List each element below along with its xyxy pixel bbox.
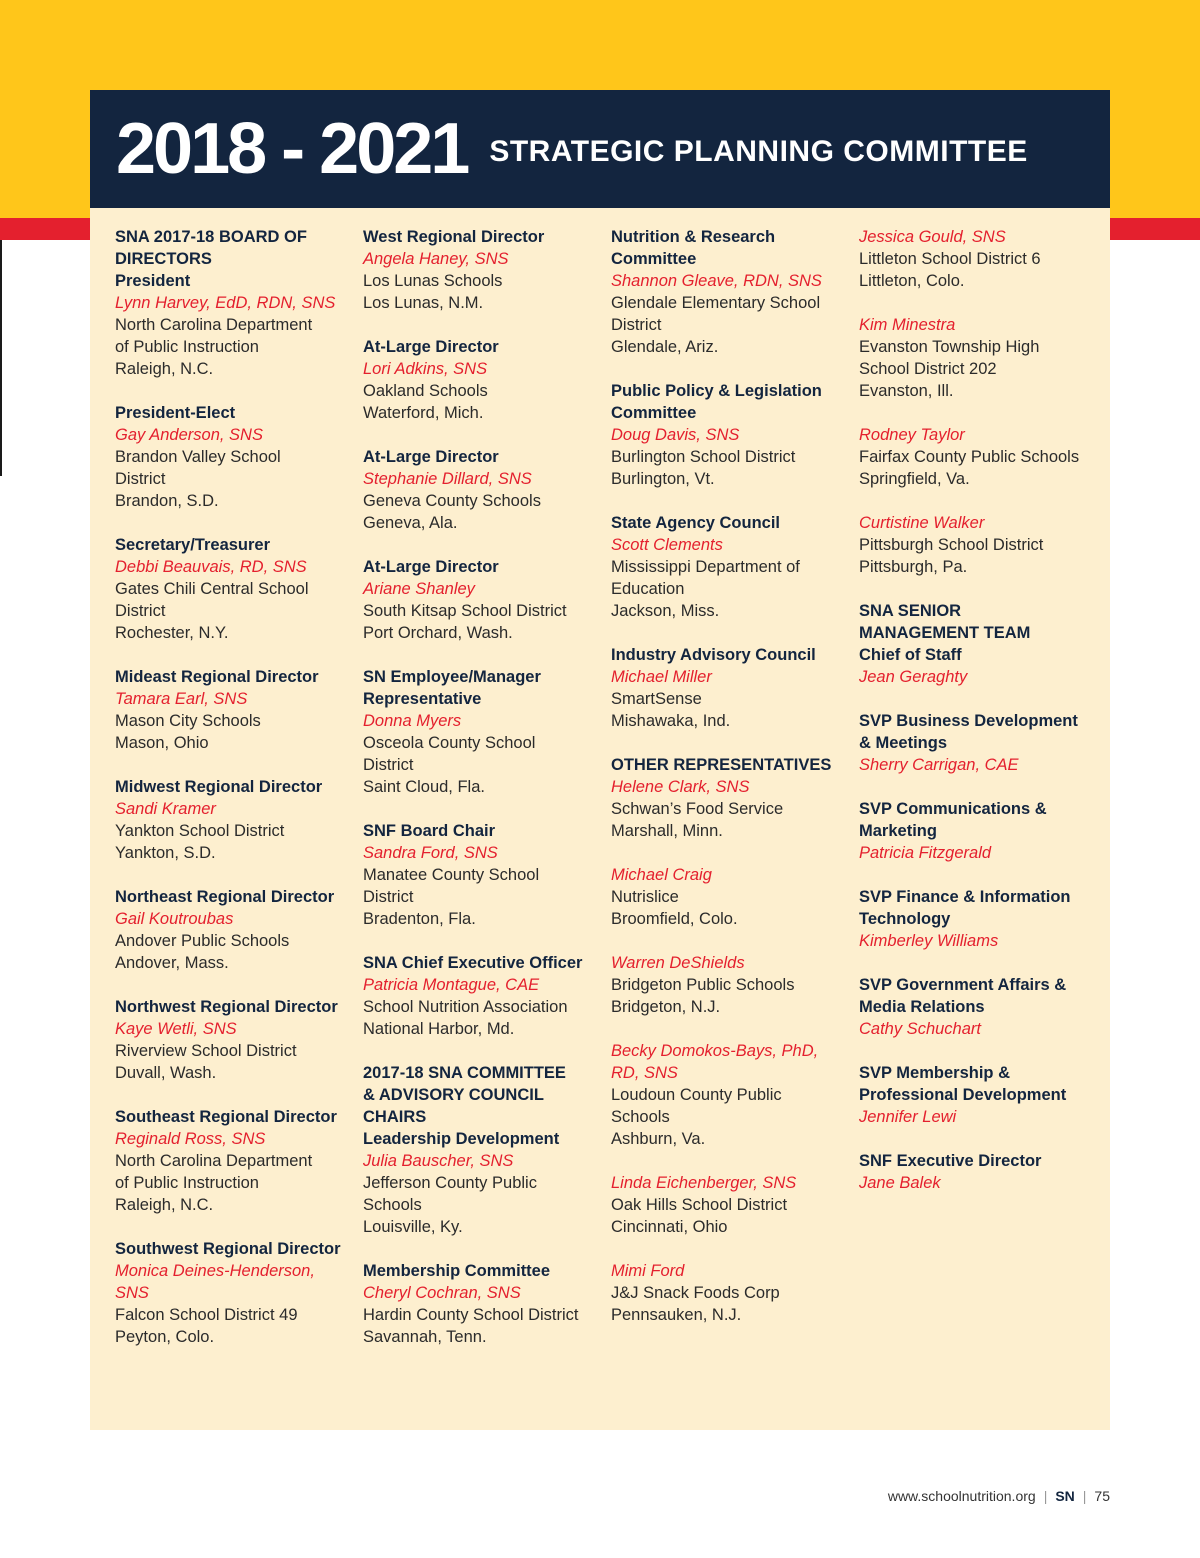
committee-heading: SNF Executive Director [859,1152,1042,1170]
member-detail: J&J Snack Foods Corp [611,1284,780,1302]
committee-heading: Representative [363,690,482,708]
committee-heading: At-Large Director [363,338,499,356]
member-name: Jane Balek [859,1174,941,1192]
member-detail: Hardin County School District [363,1306,579,1324]
member-detail: Rochester, N.Y. [115,624,229,642]
member-name: Rodney Taylor [859,426,965,444]
roster-entry [115,666,345,754]
roster-entry [363,226,593,314]
member-name: Lori Adkins, SNS [363,360,488,378]
committee-heading: SVP Finance & Information [859,888,1071,906]
member-name: Patricia Fitzgerald [859,844,992,862]
footer-separator: | [1082,1488,1087,1504]
member-detail: Littleton, Colo. [859,272,965,290]
roster-entry [115,776,345,864]
committee-heading: Southwest Regional Director [115,1240,341,1258]
committee-heading: Mideast Regional Director [115,668,319,686]
member-name: Ariane Shanley [363,580,475,598]
roster-entry [611,644,841,732]
member-detail: Louisville, Ky. [363,1218,463,1236]
page-header [90,90,1110,208]
member-name: Kim Minestra [859,316,956,334]
member-detail: Fairfax County Public Schools [859,448,1080,466]
member-name: Lynn Harvey, EdD, RDN, SNS [115,294,336,312]
column-3 [611,226,841,1348]
committee-heading: Leadership Development [363,1130,560,1148]
roster-entry [859,314,1089,402]
committee-heading: At-Large Director [363,558,499,576]
member-detail: Mason City Schools [115,712,261,730]
committee-heading: SVP Government Affairs & [859,976,1067,994]
member-detail: Saint Cloud, Fla. [363,778,485,796]
member-detail: Broomfield, Colo. [611,910,738,928]
member-detail: Waterford, Mich. [363,404,484,422]
roster-entry [363,446,593,534]
member-detail: Burlington, Vt. [611,470,715,488]
member-detail: Yankton School District [115,822,285,840]
column-4 [859,226,1089,1216]
member-name: Becky Domokos-Bays, PhD, [611,1042,819,1060]
member-detail: Raleigh, N.C. [115,360,214,378]
member-detail: Riverview School District [115,1042,297,1060]
committee-heading: Industry Advisory Council [611,646,816,664]
member-detail: Cincinnati, Ohio [611,1218,728,1236]
member-name: Cheryl Cochran, SNS [363,1284,521,1302]
committee-heading: SVP Membership & [859,1064,1010,1082]
roster-entry [611,754,841,842]
member-name: Debbi Beauvais, RD, SNS [115,558,307,576]
member-name: Donna Myers [363,712,462,730]
committee-heading: Technology [859,910,951,928]
committee-heading: President-Elect [115,404,236,422]
column-2 [363,226,593,1370]
member-detail: District [363,756,414,774]
member-detail: Mishawaka, Ind. [611,712,731,730]
member-detail: Glendale, Ariz. [611,338,719,356]
roster-entry [363,1260,593,1348]
committee-heading: SNA SENIOR [859,602,962,620]
member-detail: Duvall, Wash. [115,1064,217,1082]
footer-magazine: SN [1055,1488,1075,1504]
member-detail: Loudoun County Public [611,1086,782,1104]
committee-heading: & Meetings [859,734,948,752]
member-detail: Manatee County School [363,866,540,884]
member-detail: Springfield, Va. [859,470,970,488]
member-detail: Falcon School District 49 [115,1306,298,1324]
member-detail: Los Lunas Schools [363,272,503,290]
member-detail: Schools [363,1196,422,1214]
member-detail: Yankton, S.D. [115,844,216,862]
member-detail: Schwan’s Food Service [611,800,784,818]
member-detail: Los Lunas, N.M. [363,294,484,312]
member-detail: Jackson, Miss. [611,602,720,620]
member-detail: Glendale Elementary School [611,294,821,312]
member-detail: Nutrislice [611,888,679,906]
member-detail: Mason, Ohio [115,734,209,752]
column-1 [115,226,345,1370]
roster-entry [859,600,1089,688]
roster-entry [115,402,345,512]
roster-entry [859,886,1089,952]
roster-entry [115,1106,345,1216]
committee-heading: West Regional Director [363,228,545,246]
member-detail: Savannah, Tenn. [363,1328,487,1346]
committee-heading: SVP Business Development [859,712,1078,730]
member-detail: Andover, Mass. [115,954,229,972]
committee-heading: SVP Communications & [859,800,1047,818]
roster-entry [859,1062,1089,1128]
committee-heading: Media Relations [859,998,985,1016]
committee-heading: Southeast Regional Director [115,1108,337,1126]
roster-entry [115,534,345,644]
member-detail: Pennsauken, N.J. [611,1306,742,1324]
member-detail: Littleton School District 6 [859,250,1041,268]
member-name: RD, SNS [611,1064,678,1082]
roster-entry [859,710,1089,776]
roster-entry [363,1062,593,1238]
member-detail: Ashburn, Va. [611,1130,706,1148]
committee-heading: Northeast Regional Director [115,888,335,906]
member-name: Doug Davis, SNS [611,426,740,444]
roster-entry [363,820,593,930]
committee-heading: MANAGEMENT TEAM [859,624,1031,642]
member-detail: of Public Instruction [115,1174,259,1192]
member-detail: School District 202 [859,360,997,378]
member-name: Angela Haney, SNS [363,250,509,268]
roster-entry [115,226,345,380]
member-name: Julia Bauscher, SNS [363,1152,514,1170]
member-detail: Gates Chili Central School [115,580,309,598]
member-detail: South Kitsap School District [363,602,567,620]
committee-heading: OTHER REPRESENTATIVES [611,756,832,774]
member-detail: School Nutrition Association [363,998,568,1016]
member-detail: District [611,316,662,334]
member-detail: Brandon Valley School [115,448,281,466]
member-detail: Osceola County School [363,734,536,752]
member-detail: Geneva County Schools [363,492,541,510]
footer-page-number: 75 [1094,1488,1110,1504]
left-red-stripe [0,218,90,240]
roster-entry [859,424,1089,490]
committee-heading: & ADVISORY COUNCIL [363,1086,544,1104]
committee-heading: CHAIRS [363,1108,427,1126]
committee-heading: Northwest Regional Director [115,998,338,1016]
roster-entry [611,1260,841,1326]
member-name: Stephanie Dillard, SNS [363,470,532,488]
roster-entry [611,1172,841,1238]
member-name: Monica Deines-Henderson, [115,1262,315,1280]
member-detail: Evanston, Ill. [859,382,954,400]
member-name: Kimberley Williams [859,932,999,950]
roster-entry [611,226,841,358]
member-detail: North Carolina Department [115,316,313,334]
committee-heading: Membership Committee [363,1262,551,1280]
member-detail: Peyton, Colo. [115,1328,215,1346]
committee-heading: 2017-18 SNA COMMITTEE [363,1064,566,1082]
roster-entry [611,380,841,490]
member-name: Helene Clark, SNS [611,778,750,796]
member-detail: Oak Hills School District [611,1196,788,1214]
member-name: Sandi Kramer [115,800,216,818]
member-detail: Geneva, Ala. [363,514,458,532]
member-name: Warren DeShields [611,954,745,972]
member-detail: Oakland Schools [363,382,488,400]
roster-entry [363,952,593,1040]
member-detail: Raleigh, N.C. [115,1196,214,1214]
member-name: Shannon Gleave, RDN, SNS [611,272,822,290]
page-edge-line [0,240,2,476]
member-name: Linda Eichenberger, SNS [611,1174,797,1192]
member-name: Curtistine Walker [859,514,985,532]
member-name: Tamara Earl, SNS [115,690,248,708]
roster-entry [611,1040,841,1150]
roster-entry [611,952,841,1018]
member-name: SNS [115,1284,149,1302]
member-detail: Education [611,580,685,598]
committee-heading: President [115,272,191,290]
committee-heading: Committee [611,250,697,268]
roster-entry [115,1238,345,1348]
committee-heading: SNA 2017-18 BOARD OF [115,228,307,246]
member-detail: Andover Public Schools [115,932,290,950]
roster-entry [115,996,345,1084]
member-name: Jean Geraghty [859,668,968,686]
committee-heading: Committee [611,404,697,422]
member-name: Gail Koutroubas [115,910,234,928]
member-name: Kaye Wetli, SNS [115,1020,237,1038]
member-name: Reginald Ross, SNS [115,1130,266,1148]
committee-heading: Marketing [859,822,937,840]
committee-heading: Chief of Staff [859,646,962,664]
member-detail: Bridgeton, N.J. [611,998,721,1016]
member-detail: Bradenton, Fla. [363,910,476,928]
member-detail: Mississippi Department of [611,558,800,576]
roster-entry [859,798,1089,864]
member-name: Sherry Carrigan, CAE [859,756,1019,774]
member-detail: Marshall, Minn. [611,822,723,840]
member-name: Cathy Schuchart [859,1020,981,1038]
member-detail: Evanston Township High [859,338,1040,356]
member-detail: Port Orchard, Wash. [363,624,513,642]
roster-entry [859,512,1089,578]
member-name: Jennifer Lewi [859,1108,957,1126]
member-name: Michael Craig [611,866,712,884]
footer-separator: | [1043,1488,1048,1504]
roster-entry [363,336,593,424]
member-name: Jessica Gould, SNS [859,228,1006,246]
right-red-stripe [1110,218,1200,240]
member-detail: District [363,888,414,906]
committee-heading: Nutrition & Research [611,228,776,246]
member-detail: Burlington School District [611,448,796,466]
member-detail: of Public Instruction [115,338,259,356]
committee-heading: SN Employee/Manager [363,668,541,686]
member-detail: Jefferson County Public [363,1174,537,1192]
member-detail: District [115,470,166,488]
member-detail: District [115,602,166,620]
member-detail: Schools [611,1108,670,1126]
roster-entry [115,886,345,974]
committee-heading: Midwest Regional Director [115,778,323,796]
roster-entry [611,512,841,622]
member-detail: North Carolina Department [115,1152,313,1170]
member-detail: Pittsburgh School District [859,536,1044,554]
roster-entry [611,864,841,930]
roster-entry [859,226,1089,292]
member-detail: National Harbor, Md. [363,1020,515,1038]
committee-heading: DIRECTORS [115,250,212,268]
roster-entry [363,666,593,798]
member-name: Scott Clements [611,536,723,554]
header-subtitle: STRATEGIC PLANNING COMMITTEE [489,135,1028,168]
committee-heading: Professional Development [859,1086,1067,1104]
committee-heading: SNF Board Chair [363,822,496,840]
member-name: Patricia Montague, CAE [363,976,540,994]
member-detail: SmartSense [611,690,702,708]
member-name: Sandra Ford, SNS [363,844,498,862]
roster-entry [859,974,1089,1040]
member-name: Mimi Ford [611,1262,685,1280]
committee-heading: Secretary/Treasurer [115,536,271,554]
committee-heading: Public Policy & Legislation [611,382,822,400]
committee-heading: At-Large Director [363,448,499,466]
header-years: 2018 - 2021 [116,109,468,189]
member-detail: Bridgeton Public Schools [611,976,795,994]
member-detail: Brandon, S.D. [115,492,219,510]
member-detail: Pittsburgh, Pa. [859,558,968,576]
committee-heading: State Agency Council [611,514,781,532]
page-footer [888,1488,1110,1504]
footer-url[interactable]: www.schoolnutrition.org [887,1488,1036,1504]
member-name: Gay Anderson, SNS [115,426,263,444]
committee-heading: SNA Chief Executive Officer [363,954,583,972]
roster-entry [859,1150,1089,1194]
roster-entry [363,556,593,644]
member-name: Michael Miller [611,668,712,686]
